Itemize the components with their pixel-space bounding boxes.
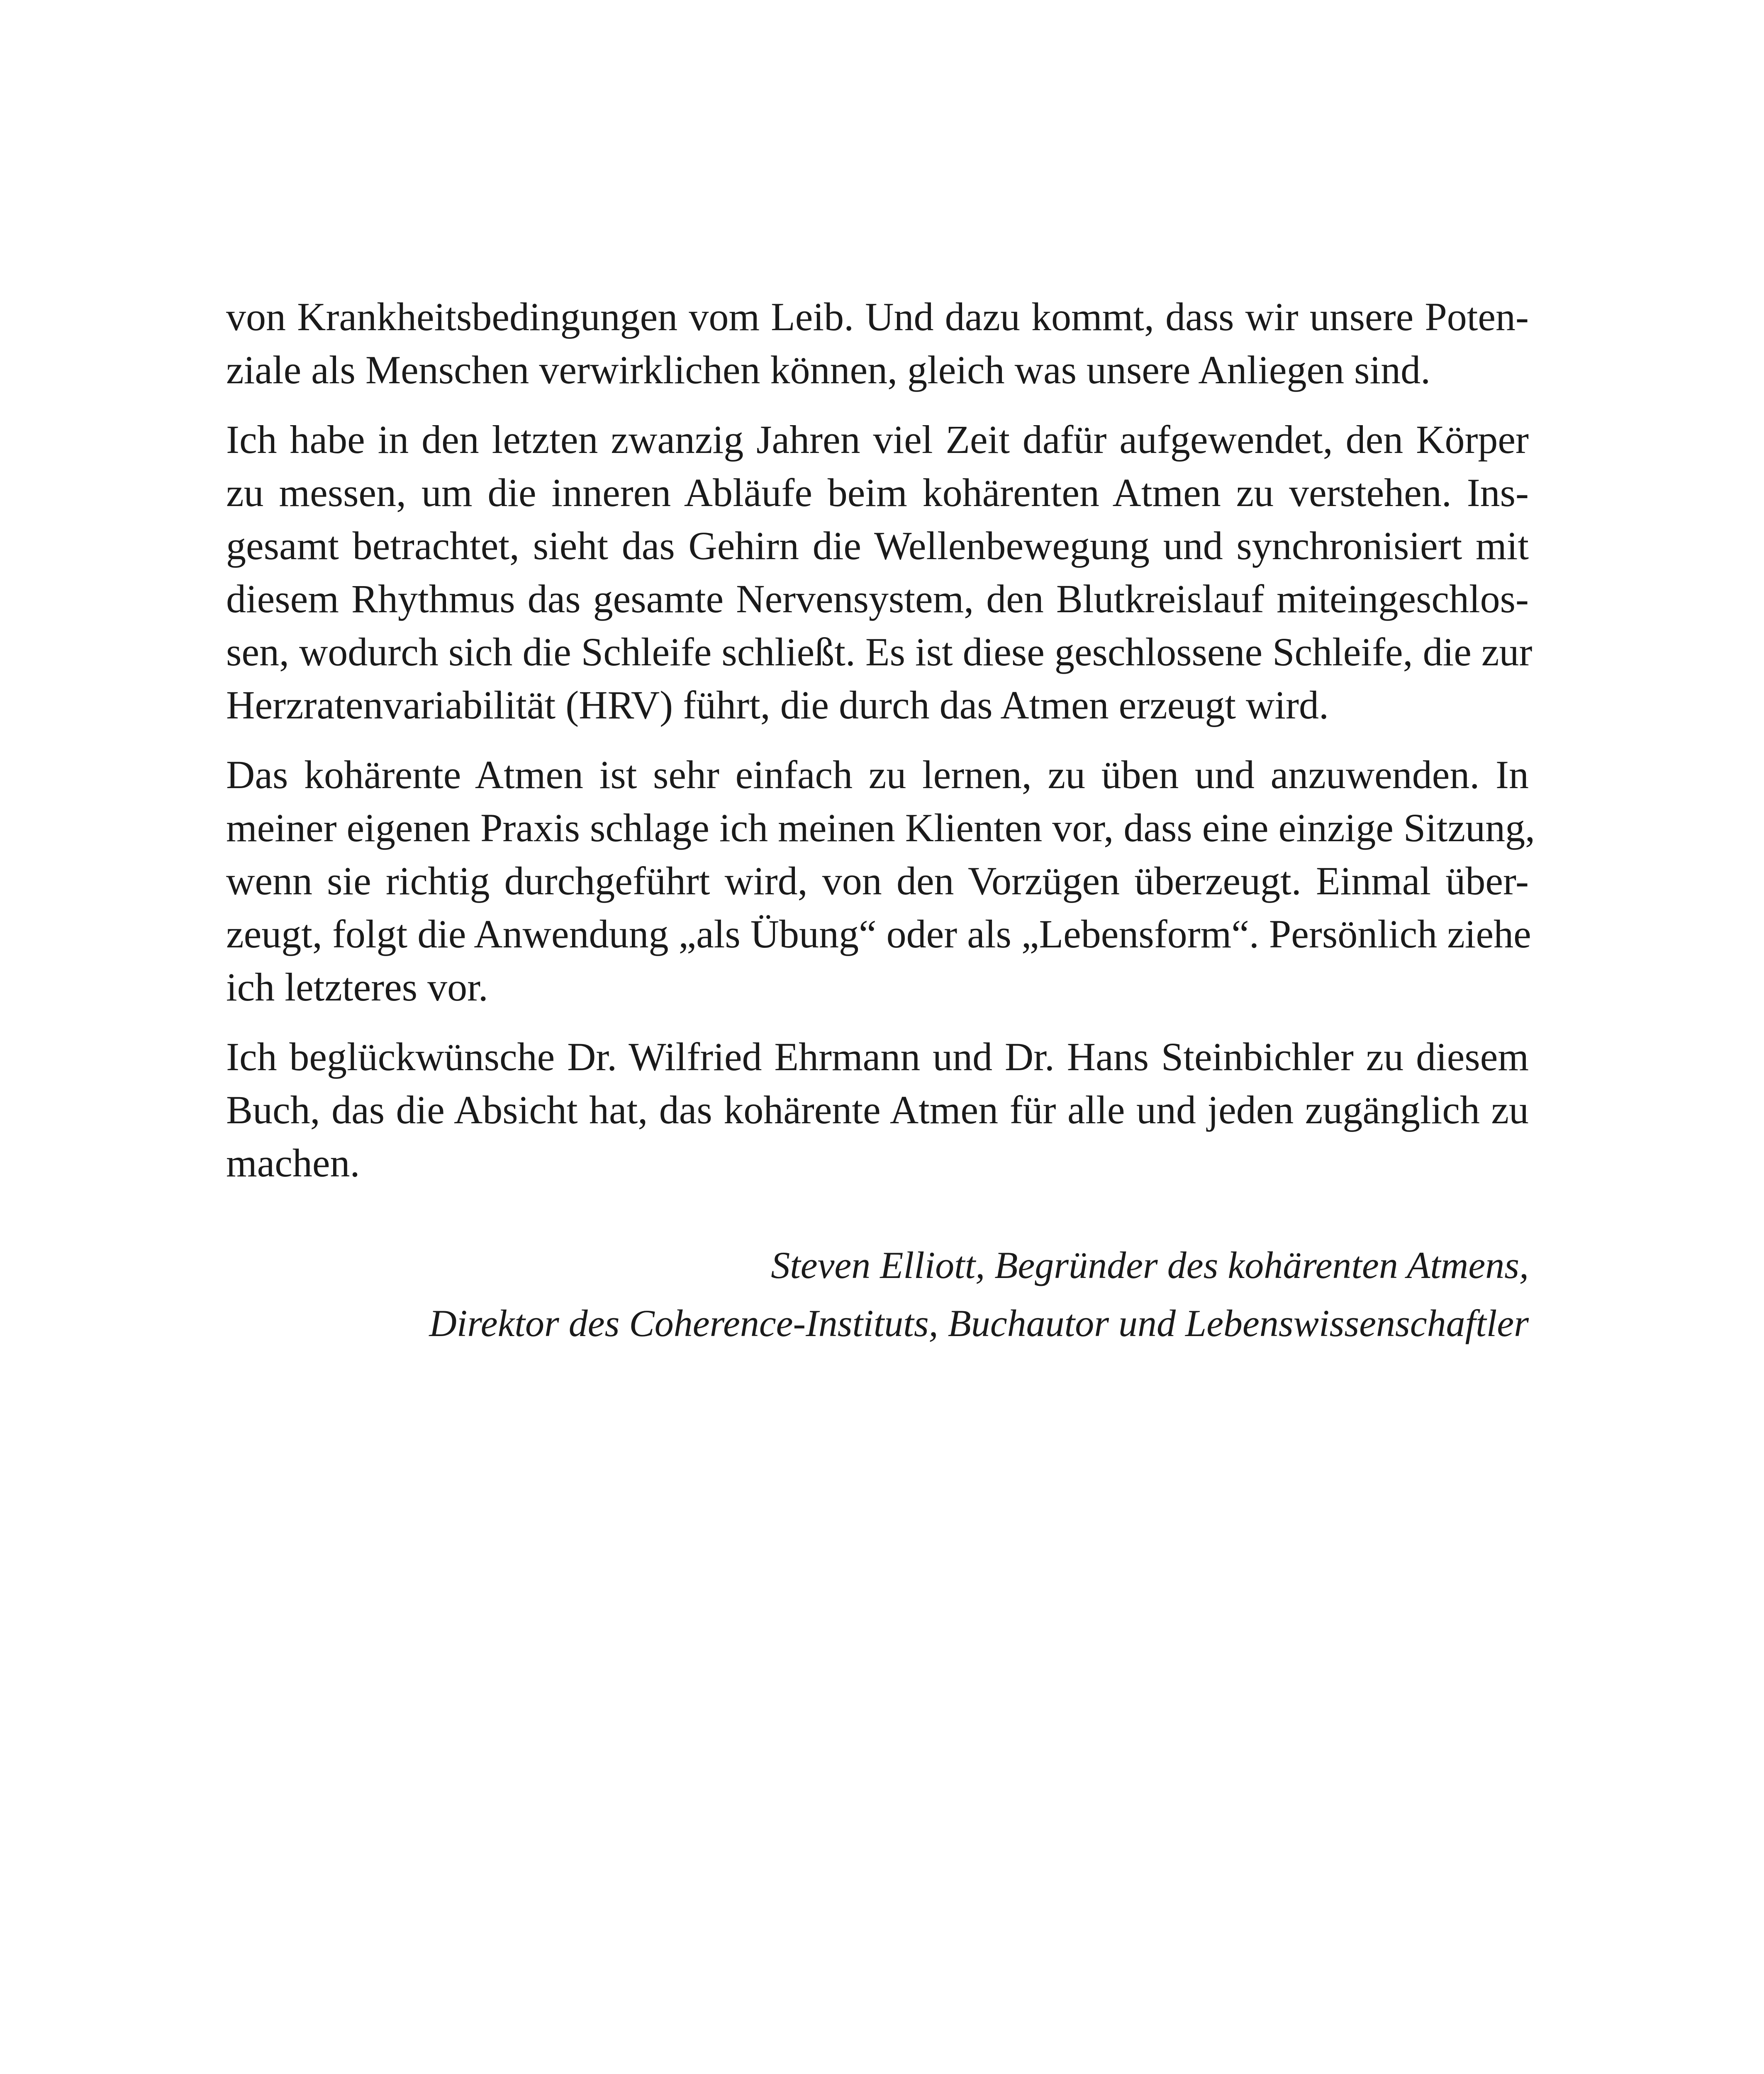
text-line: zeugt, folgt die Anwendung „als Übung“ oder als „Lebensform“. Persönlich ziehe bbox=[226, 912, 1531, 956]
text-line: Ich beglückwünsche Dr. Wilfried Ehrmann und Dr. Hans Steinbichler zu diesem bbox=[226, 1035, 1529, 1079]
text-line: gesamt betrachtet, sieht das Gehirn die Wellenbewegung und synchronisiert mit bbox=[226, 523, 1529, 568]
paragraph-2 bbox=[226, 413, 1533, 732]
text-line: machen. bbox=[226, 1141, 360, 1185]
paragraph-1 bbox=[226, 290, 1529, 397]
text-line: meiner eigenen Praxis schlage ich meinen Klienten vor, dass eine einzige Sitzung, bbox=[226, 806, 1535, 850]
text-line: sen, wodurch sich die Schleife schließt. Es ist diese geschlossene Schleife, die zur bbox=[226, 630, 1533, 674]
author-attribution bbox=[201, 1236, 1529, 1352]
paragraph-3 bbox=[226, 748, 1535, 1014]
text-line: Buch, das die Absicht hat, das kohärente Atmen für alle und jeden zugänglich zu bbox=[226, 1088, 1529, 1132]
text-line: diesem Rhythmus das gesamte Nervensystem, den Blutkreislauf miteingeschlos- bbox=[226, 577, 1529, 621]
text-line: Ich habe in den letzten zwanzig Jahren viel Zeit dafür aufgewendet, den Körper bbox=[226, 417, 1529, 462]
attribution-line-2: Direktor des Coherence-Instituts, Buchautor und Lebenswissenschaftler bbox=[429, 1302, 1529, 1344]
attribution-line-1: Steven Elliott, Begründer des kohärenten Atmens, bbox=[771, 1244, 1529, 1286]
text-line: Herzratenvariabilität (HRV) führt, die durch das Atmen erzeugt wird. bbox=[226, 683, 1329, 727]
text-line: wenn sie richtig durchgeführt wird, von den Vorzügen überzeugt. Einmal über- bbox=[226, 859, 1529, 903]
text-line: ziale als Menschen verwirklichen können, gleich was unsere Anliegen sind. bbox=[226, 348, 1431, 392]
text-line: zu messen, um die inneren Abläufe beim kohärenten Atmen zu verstehen. Ins- bbox=[226, 470, 1529, 515]
text-line: Das kohärente Atmen ist sehr einfach zu lernen, zu üben und anzuwenden. In bbox=[226, 752, 1529, 797]
paragraph-4 bbox=[226, 1030, 1529, 1190]
body-text bbox=[226, 290, 1535, 1206]
text-line: von Krankheitsbedingungen vom Leib. Und dazu kommt, dass wir unsere Poten- bbox=[226, 295, 1529, 339]
text-line: ich letzteres vor. bbox=[226, 965, 488, 1009]
